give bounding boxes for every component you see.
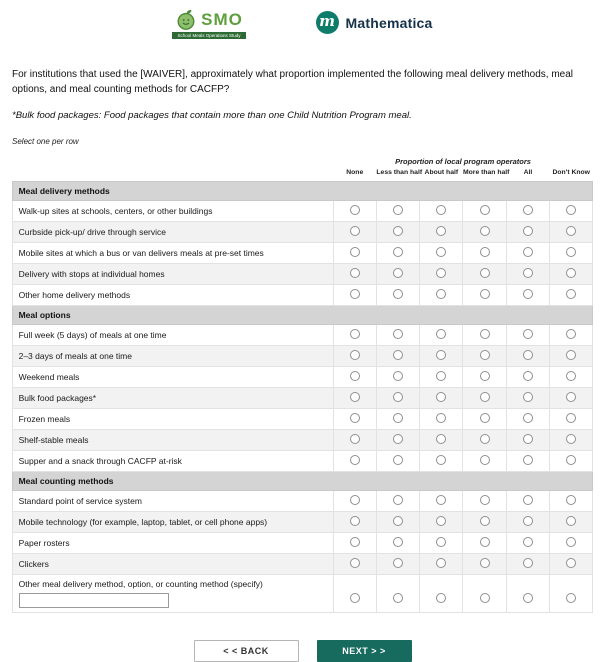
radio-cell (333, 430, 376, 451)
radio-less-than-half[interactable] (393, 329, 403, 339)
radio-cell (420, 388, 463, 409)
radio-none[interactable] (350, 268, 360, 278)
radio-about-half[interactable] (436, 247, 446, 257)
radio-less-than-half[interactable] (393, 537, 403, 547)
radio-cell (420, 451, 463, 472)
radio-cell (463, 554, 506, 575)
radio-cell (506, 533, 549, 554)
radio-don-t-know[interactable] (566, 495, 576, 505)
radio-cell (376, 388, 419, 409)
section-header-row (12, 306, 593, 325)
radio-all[interactable] (523, 268, 533, 278)
radio-none[interactable] (350, 434, 360, 444)
radio-none[interactable] (350, 558, 360, 568)
spacer-cell (12, 167, 333, 182)
radio-about-half[interactable] (436, 413, 446, 423)
radio-cell (550, 201, 593, 222)
radio-none[interactable] (350, 226, 360, 236)
radio-less-than-half[interactable] (393, 455, 403, 465)
radio-cell (506, 430, 549, 451)
radio-cell (420, 533, 463, 554)
radio-less-than-half[interactable] (393, 495, 403, 505)
header (0, 0, 605, 46)
radio-more-than-half[interactable] (480, 268, 490, 278)
radio-cell (463, 451, 506, 472)
radio-cell (463, 575, 506, 613)
radio-don-t-know[interactable] (566, 205, 576, 215)
radio-none[interactable] (350, 537, 360, 547)
radio-cell (550, 451, 593, 472)
radio-all[interactable] (523, 289, 533, 299)
radio-don-t-know[interactable] (566, 371, 576, 381)
radio-cell (333, 285, 376, 306)
row-label: Bulk food packages* (12, 388, 333, 409)
table-row (12, 264, 593, 285)
radio-about-half[interactable] (436, 226, 446, 236)
radio-cell (506, 512, 549, 533)
question-note: *Bulk food packages: Food packages that contain more than one Child Nutrition Program meal. (12, 110, 412, 121)
radio-cell (550, 533, 593, 554)
radio-none[interactable] (350, 455, 360, 465)
section-title: Meal options (12, 306, 593, 325)
radio-cell (420, 346, 463, 367)
row-label: Mobile sites at which a bus or van delivers meals at pre-set times (12, 243, 333, 264)
column-header-none: None (346, 169, 364, 176)
table-row (12, 512, 593, 533)
row-label: Walk-up sites at schools, centers, or other buildings (12, 201, 333, 222)
radio-about-half[interactable] (436, 434, 446, 444)
radio-all[interactable] (523, 226, 533, 236)
radio-more-than-half[interactable] (480, 371, 490, 381)
radio-more-than-half[interactable] (480, 392, 490, 402)
radio-less-than-half[interactable] (393, 413, 403, 423)
row-label: Paper rosters (12, 533, 333, 554)
radio-cell (333, 491, 376, 512)
table-row (12, 430, 593, 451)
radio-cell (463, 222, 506, 243)
radio-don-t-know[interactable] (566, 516, 576, 526)
radio-less-than-half[interactable] (393, 268, 403, 278)
radio-less-than-half[interactable] (393, 350, 403, 360)
radio-cell (376, 367, 419, 388)
radio-cell (550, 264, 593, 285)
column-group-header: Proportion of local program operators (395, 157, 531, 166)
radio-all[interactable] (523, 413, 533, 423)
radio-cell (550, 367, 593, 388)
radio-more-than-half[interactable] (480, 350, 490, 360)
mathematica-logo (316, 11, 433, 34)
radio-none[interactable] (350, 371, 360, 381)
radio-cell (463, 201, 506, 222)
table-row (12, 533, 593, 554)
row-label: 2–3 days of meals at one time (12, 346, 333, 367)
radio-cell (550, 388, 593, 409)
radio-all[interactable] (523, 516, 533, 526)
radio-cell (376, 575, 419, 613)
radio-more-than-half[interactable] (480, 434, 490, 444)
radio-none[interactable] (350, 413, 360, 423)
radio-cell (506, 575, 549, 613)
radio-about-half[interactable] (436, 350, 446, 360)
radio-cell (506, 409, 549, 430)
radio-more-than-half[interactable] (480, 558, 490, 568)
row-label: Curbside pick-up/ drive through service (12, 222, 333, 243)
radio-about-half[interactable] (436, 289, 446, 299)
radio-about-half[interactable] (436, 558, 446, 568)
radio-cell (463, 325, 506, 346)
other-specify-label: Other meal delivery method, option, or counting method (specify) (18, 579, 263, 589)
radio-cell (376, 285, 419, 306)
radio-cell (463, 264, 506, 285)
table-row (12, 409, 593, 430)
radio-all[interactable] (523, 205, 533, 215)
row-label: Full week (5 days) of meals at one time (12, 325, 333, 346)
survey-table (12, 155, 594, 613)
radio-cell (333, 409, 376, 430)
radio-don-t-know[interactable] (566, 268, 576, 278)
mathematica-logo-title: Mathematica (345, 14, 433, 31)
radio-cell (506, 285, 549, 306)
radio-about-half[interactable] (436, 516, 446, 526)
radio-all[interactable] (523, 329, 533, 339)
radio-cell (506, 367, 549, 388)
radio-cell (376, 533, 419, 554)
radio-don-t-know[interactable] (566, 329, 576, 339)
radio-all[interactable] (523, 455, 533, 465)
table-row (12, 367, 593, 388)
radio-less-than-half[interactable] (393, 558, 403, 568)
radio-cell (550, 346, 593, 367)
radio-cell (506, 243, 549, 264)
radio-cell (463, 367, 506, 388)
row-label: Supper and a snack through CACFP at-risk (12, 451, 333, 472)
section-header-row (12, 182, 593, 201)
other-specify-input[interactable] (19, 593, 169, 608)
radio-more-than-half[interactable] (480, 413, 490, 423)
radio-cell (463, 243, 506, 264)
smo-logo-title: SMO (201, 10, 243, 29)
radio-cell (333, 346, 376, 367)
radio-cell (550, 554, 593, 575)
radio-less-than-half[interactable] (393, 289, 403, 299)
table-row (12, 491, 593, 512)
radio-cell (420, 430, 463, 451)
radio-cell (420, 554, 463, 575)
radio-all[interactable] (523, 558, 533, 568)
radio-more-than-half[interactable] (480, 247, 490, 257)
radio-cell (420, 201, 463, 222)
table-row (12, 222, 593, 243)
radio-cell (333, 325, 376, 346)
radio-cell (333, 388, 376, 409)
radio-none[interactable] (350, 516, 360, 526)
radio-don-t-know[interactable] (566, 226, 576, 236)
radio-more-than-half[interactable] (480, 537, 490, 547)
question-text: For institutions that used the [WAIVER], approximately what proportion implemented the following meal delivery methods, meal options, and meal counting methods for CACFP? (12, 69, 574, 95)
row-label: Clickers (12, 554, 333, 575)
radio-cell (376, 554, 419, 575)
radio-cell (506, 222, 549, 243)
radio-cell (463, 346, 506, 367)
section-title: Meal counting methods (12, 472, 593, 491)
radio-none[interactable] (350, 205, 360, 215)
row-label: Standard point of service system (12, 491, 333, 512)
radio-cell (506, 346, 549, 367)
radio-cell (420, 285, 463, 306)
radio-all[interactable] (523, 392, 533, 402)
row-label: Frozen meals (12, 409, 333, 430)
radio-cell (420, 222, 463, 243)
radio-more-than-half[interactable] (480, 516, 490, 526)
radio-less-than-half[interactable] (393, 205, 403, 215)
radio-less-than-half[interactable] (393, 434, 403, 444)
radio-don-t-know[interactable] (566, 434, 576, 444)
column-header-less-than-half: Less than half (376, 169, 423, 176)
radio-cell (420, 264, 463, 285)
radio-cell (550, 409, 593, 430)
radio-none[interactable] (350, 289, 360, 299)
row-label: Delivery with stops at individual homes (12, 264, 333, 285)
radio-all[interactable] (523, 247, 533, 257)
table-row (12, 451, 593, 472)
radio-don-t-know[interactable] (566, 392, 576, 402)
radio-less-than-half[interactable] (393, 593, 403, 603)
radio-cell (550, 430, 593, 451)
row-label (12, 575, 333, 613)
radio-cell (550, 243, 593, 264)
radio-don-t-know[interactable] (566, 413, 576, 423)
radio-don-t-know[interactable] (566, 537, 576, 547)
radio-less-than-half[interactable] (393, 226, 403, 236)
radio-cell (463, 512, 506, 533)
radio-about-half[interactable] (436, 392, 446, 402)
radio-about-half[interactable] (436, 495, 446, 505)
radio-cell (420, 409, 463, 430)
radio-cell (506, 451, 549, 472)
radio-cell (333, 512, 376, 533)
radio-cell (376, 430, 419, 451)
radio-about-half[interactable] (436, 593, 446, 603)
radio-cell (333, 575, 376, 613)
radio-all[interactable] (523, 371, 533, 381)
radio-cell (420, 243, 463, 264)
radio-none[interactable] (350, 329, 360, 339)
radio-cell (550, 222, 593, 243)
radio-about-half[interactable] (436, 455, 446, 465)
radio-cell (550, 512, 593, 533)
radio-about-half[interactable] (436, 537, 446, 547)
radio-don-t-know[interactable] (566, 289, 576, 299)
table-row (12, 285, 593, 306)
radio-cell (376, 222, 419, 243)
row-label: Mobile technology (for example, laptop, tablet, or cell phone apps) (12, 512, 333, 533)
smo-logo-subtitle: School Meals Operations Study (172, 32, 245, 39)
radio-about-half[interactable] (436, 205, 446, 215)
radio-about-half[interactable] (436, 371, 446, 381)
radio-cell (420, 367, 463, 388)
radio-less-than-half[interactable] (393, 371, 403, 381)
radio-cell (506, 554, 549, 575)
radio-cell (376, 451, 419, 472)
radio-cell (376, 346, 419, 367)
radio-cell (506, 264, 549, 285)
column-header-all: All (523, 169, 533, 176)
radio-all[interactable] (523, 434, 533, 444)
radio-don-t-know[interactable] (566, 247, 576, 257)
radio-cell (333, 554, 376, 575)
radio-cell (376, 512, 419, 533)
radio-all[interactable] (523, 350, 533, 360)
column-header-row (12, 167, 593, 182)
radio-don-t-know[interactable] (566, 455, 576, 465)
table-row (12, 346, 593, 367)
column-header-don-t-know: Don't Know (552, 169, 590, 176)
radio-cell (333, 243, 376, 264)
radio-less-than-half[interactable] (393, 516, 403, 526)
radio-cell (333, 222, 376, 243)
radio-less-than-half[interactable] (393, 247, 403, 257)
radio-about-half[interactable] (436, 329, 446, 339)
table-row (12, 388, 593, 409)
radio-cell (376, 409, 419, 430)
column-header-more-than-half: More than half (462, 169, 510, 176)
radio-cell (333, 264, 376, 285)
radio-cell (333, 451, 376, 472)
next-button[interactable]: NEXT > > (317, 640, 412, 662)
radio-don-t-know[interactable] (566, 558, 576, 568)
radio-all[interactable] (523, 495, 533, 505)
radio-cell (333, 201, 376, 222)
table-row (12, 554, 593, 575)
radio-cell (376, 325, 419, 346)
section-header-row (12, 472, 593, 491)
radio-none[interactable] (350, 247, 360, 257)
radio-cell (420, 512, 463, 533)
radio-cell (376, 264, 419, 285)
row-label: Other home delivery methods (12, 285, 333, 306)
radio-cell (550, 575, 593, 613)
radio-cell (333, 533, 376, 554)
radio-more-than-half[interactable] (480, 593, 490, 603)
radio-cell (506, 325, 549, 346)
radio-about-half[interactable] (436, 268, 446, 278)
radio-cell (506, 491, 549, 512)
row-label: Weekend meals (12, 367, 333, 388)
radio-none[interactable] (350, 350, 360, 360)
table-row (12, 201, 593, 222)
radio-cell (333, 367, 376, 388)
radio-cell (376, 491, 419, 512)
radio-cell (376, 201, 419, 222)
radio-don-t-know[interactable] (566, 593, 576, 603)
radio-more-than-half[interactable] (480, 289, 490, 299)
radio-none[interactable] (350, 495, 360, 505)
radio-more-than-half[interactable] (480, 495, 490, 505)
smo-logo (172, 9, 245, 39)
radio-cell (463, 285, 506, 306)
radio-cell (550, 325, 593, 346)
radio-cell (463, 388, 506, 409)
radio-cell (420, 491, 463, 512)
radio-cell (550, 285, 593, 306)
table-row-other-specify (12, 575, 593, 613)
mathematica-m-icon: m (316, 11, 339, 34)
radio-cell (420, 325, 463, 346)
radio-don-t-know[interactable] (566, 350, 576, 360)
section-title: Meal delivery methods (12, 182, 593, 201)
radio-more-than-half[interactable] (480, 205, 490, 215)
column-group-header-row (12, 155, 593, 167)
spacer-cell (12, 155, 333, 167)
radio-more-than-half[interactable] (480, 455, 490, 465)
question-instruction: Select one per row (12, 137, 79, 146)
radio-all[interactable] (523, 593, 533, 603)
radio-cell (463, 430, 506, 451)
radio-more-than-half[interactable] (480, 329, 490, 339)
radio-cell (376, 243, 419, 264)
table-row (12, 243, 593, 264)
table-row (12, 325, 593, 346)
row-label: Shelf-stable meals (12, 430, 333, 451)
radio-all[interactable] (523, 537, 533, 547)
smo-apple-icon (175, 9, 197, 31)
footer-buttons (0, 640, 605, 662)
radio-cell (463, 533, 506, 554)
survey-table-body (12, 182, 593, 613)
radio-more-than-half[interactable] (480, 226, 490, 236)
radio-none[interactable] (350, 392, 360, 402)
radio-cell (506, 388, 549, 409)
column-header-about-half: About half (424, 169, 459, 176)
back-button[interactable]: < < BACK (194, 640, 299, 662)
radio-none[interactable] (350, 593, 360, 603)
radio-cell (420, 575, 463, 613)
radio-cell (463, 409, 506, 430)
radio-cell (463, 491, 506, 512)
radio-less-than-half[interactable] (393, 392, 403, 402)
radio-cell (550, 491, 593, 512)
radio-cell (506, 201, 549, 222)
